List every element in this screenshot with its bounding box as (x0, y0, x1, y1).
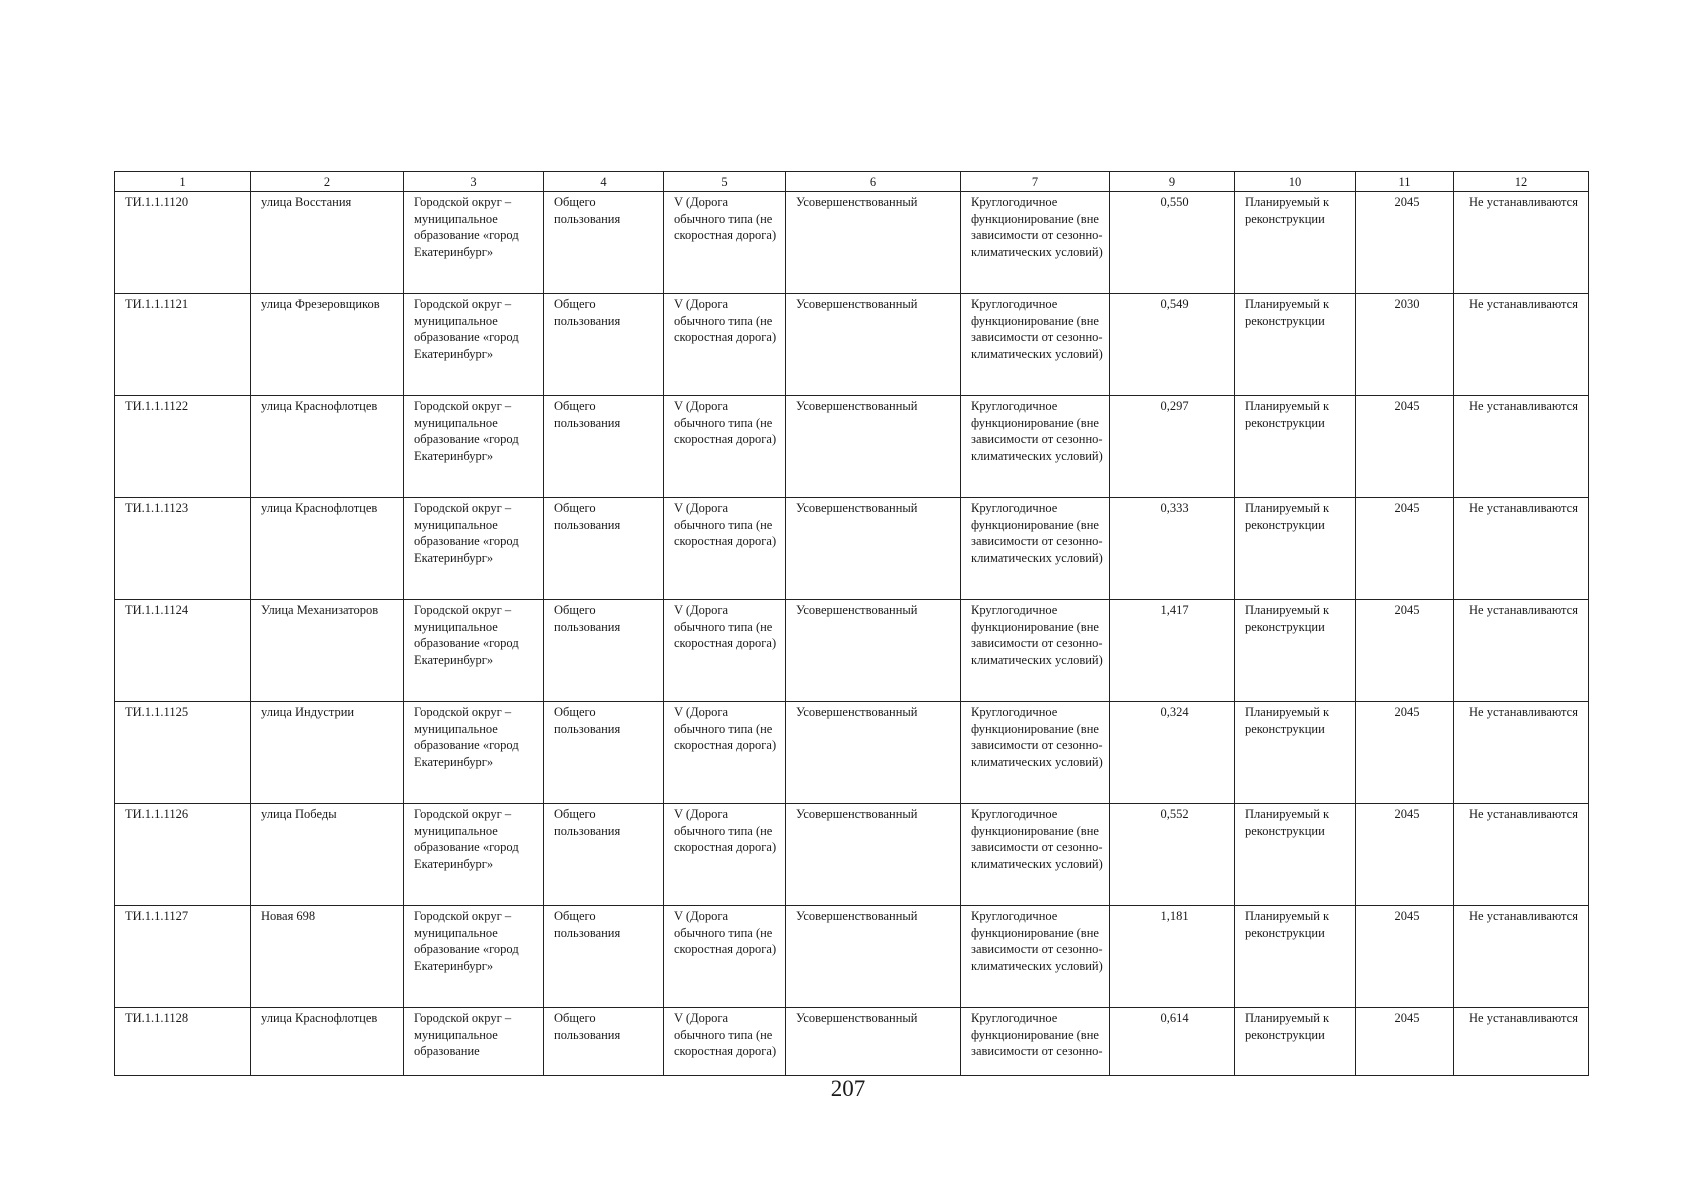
municipality-cell: Городской округ – муниципальное образование «город Екатеринбург» (404, 396, 544, 498)
object-code-cell: ТИ.1.1.1122 (115, 396, 251, 498)
road-purpose-cell: Общего пользования (544, 600, 664, 702)
road-purpose-cell: Общего пользования (544, 702, 664, 804)
road-category-cell: V (Дорога обычного типа (не скоростная дорога) (664, 702, 786, 804)
road-purpose-cell: Общего пользования (544, 1008, 664, 1076)
road-name-cell: улица Победы (251, 804, 404, 906)
pavement-type-cell: Усовершенствованный (786, 396, 961, 498)
year-cell: 2045 (1356, 192, 1454, 294)
column-number-row (115, 172, 1589, 192)
road-category-cell: V (Дорога обычного типа (не скоростная дорога) (664, 192, 786, 294)
table-row (115, 906, 1589, 1008)
object-code-cell: ТИ.1.1.1128 (115, 1008, 251, 1076)
restrictions-cell: Не устанавливаются (1454, 396, 1589, 498)
status-cell: Планируемый к реконструкции (1235, 906, 1356, 1008)
table-row (115, 1008, 1589, 1076)
length-cell: 0,552 (1110, 804, 1235, 906)
road-name-cell: улица Краснофлотцев (251, 1008, 404, 1076)
pavement-type-cell: Усовершенствованный (786, 498, 961, 600)
object-code-cell: ТИ.1.1.1125 (115, 702, 251, 804)
pavement-type-cell: Усовершенствованный (786, 906, 961, 1008)
restrictions-cell: Не устанавливаются (1454, 906, 1589, 1008)
road-name-cell: улица Фрезеровщиков (251, 294, 404, 396)
column-header: 5 (664, 172, 786, 192)
year-cell: 2045 (1356, 396, 1454, 498)
year-cell: 2045 (1356, 600, 1454, 702)
length-cell: 0,324 (1110, 702, 1235, 804)
column-header: 12 (1454, 172, 1589, 192)
status-cell: Планируемый к реконструкции (1235, 294, 1356, 396)
status-cell: Планируемый к реконструкции (1235, 600, 1356, 702)
road-registry-table (114, 171, 1589, 1076)
object-code-cell: ТИ.1.1.1123 (115, 498, 251, 600)
operation-mode-cell: Круглогодичное функционирование (вне зависимости от сезонно-климатических условий) (961, 804, 1110, 906)
table-row (115, 804, 1589, 906)
municipality-cell: Городской округ – муниципальное образование «город Екатеринбург» (404, 498, 544, 600)
road-name-cell: улица Индустрии (251, 702, 404, 804)
road-name-cell: улица Краснофлотцев (251, 498, 404, 600)
status-cell: Планируемый к реконструкции (1235, 192, 1356, 294)
operation-mode-cell: Круглогодичное функционирование (вне зависимости от сезонно-климатических условий) (961, 498, 1110, 600)
column-header: 9 (1110, 172, 1235, 192)
object-code-cell: ТИ.1.1.1127 (115, 906, 251, 1008)
table-row (115, 294, 1589, 396)
object-code-cell: ТИ.1.1.1121 (115, 294, 251, 396)
status-cell: Планируемый к реконструкции (1235, 702, 1356, 804)
table-row (115, 702, 1589, 804)
road-category-cell: V (Дорога обычного типа (не скоростная дорога) (664, 498, 786, 600)
road-category-cell: V (Дорога обычного типа (не скоростная дорога) (664, 1008, 786, 1076)
operation-mode-cell: Круглогодичное функционирование (вне зависимости от сезонно-климатических условий) (961, 906, 1110, 1008)
column-header: 2 (251, 172, 404, 192)
restrictions-cell: Не устанавливаются (1454, 804, 1589, 906)
year-cell: 2045 (1356, 906, 1454, 1008)
restrictions-cell: Не устанавливаются (1454, 702, 1589, 804)
road-purpose-cell: Общего пользования (544, 294, 664, 396)
road-name-cell: Улица Механизаторов (251, 600, 404, 702)
operation-mode-cell: Круглогодичное функционирование (вне зависимости от сезонно-климатических условий) (961, 600, 1110, 702)
length-cell: 0,549 (1110, 294, 1235, 396)
municipality-cell: Городской округ – муниципальное образование «город Екатеринбург» (404, 804, 544, 906)
road-name-cell: улица Краснофлотцев (251, 396, 404, 498)
year-cell: 2030 (1356, 294, 1454, 396)
road-category-cell: V (Дорога обычного типа (не скоростная дорога) (664, 600, 786, 702)
length-cell: 1,417 (1110, 600, 1235, 702)
municipality-cell: Городской округ – муниципальное образование «город Екатеринбург» (404, 600, 544, 702)
road-category-cell: V (Дорога обычного типа (не скоростная дорога) (664, 804, 786, 906)
year-cell: 2045 (1356, 1008, 1454, 1076)
object-code-cell: ТИ.1.1.1120 (115, 192, 251, 294)
municipality-cell: Городской округ – муниципальное образование (404, 1008, 544, 1076)
road-purpose-cell: Общего пользования (544, 804, 664, 906)
municipality-cell: Городской округ – муниципальное образование «город Екатеринбург» (404, 906, 544, 1008)
road-name-cell: Новая 698 (251, 906, 404, 1008)
pavement-type-cell: Усовершенствованный (786, 192, 961, 294)
operation-mode-cell: Круглогодичное функционирование (вне зависимости от сезонно-климатических условий) (961, 192, 1110, 294)
year-cell: 2045 (1356, 702, 1454, 804)
restrictions-cell: Не устанавливаются (1454, 600, 1589, 702)
road-category-cell: V (Дорога обычного типа (не скоростная дорога) (664, 294, 786, 396)
length-cell: 1,181 (1110, 906, 1235, 1008)
restrictions-cell: Не устанавливаются (1454, 294, 1589, 396)
operation-mode-cell: Круглогодичное функционирование (вне зависимости от сезонно- (961, 1008, 1110, 1076)
municipality-cell: Городской округ – муниципальное образование «город Екатеринбург» (404, 702, 544, 804)
length-cell: 0,297 (1110, 396, 1235, 498)
page-number: 207 (830, 1076, 866, 1101)
pavement-type-cell: Усовершенствованный (786, 294, 961, 396)
municipality-cell: Городской округ – муниципальное образование «город Екатеринбург» (404, 192, 544, 294)
road-purpose-cell: Общего пользования (544, 498, 664, 600)
restrictions-cell: Не устанавливаются (1454, 498, 1589, 600)
road-purpose-cell: Общего пользования (544, 192, 664, 294)
length-cell: 0,614 (1110, 1008, 1235, 1076)
pavement-type-cell: Усовершенствованный (786, 804, 961, 906)
column-header: 10 (1235, 172, 1356, 192)
municipality-cell: Городской округ – муниципальное образование «город Екатеринбург» (404, 294, 544, 396)
pavement-type-cell: Усовершенствованный (786, 600, 961, 702)
column-header: 4 (544, 172, 664, 192)
restrictions-cell: Не устанавливаются (1454, 192, 1589, 294)
table-row (115, 498, 1589, 600)
pavement-type-cell: Усовершенствованный (786, 1008, 961, 1076)
table-row (115, 396, 1589, 498)
road-name-cell: улица Восстания (251, 192, 404, 294)
object-code-cell: ТИ.1.1.1126 (115, 804, 251, 906)
status-cell: Планируемый к реконструкции (1235, 498, 1356, 600)
restrictions-cell: Не устанавливаются (1454, 1008, 1589, 1076)
operation-mode-cell: Круглогодичное функционирование (вне зависимости от сезонно-климатических условий) (961, 702, 1110, 804)
year-cell: 2045 (1356, 804, 1454, 906)
object-code-cell: ТИ.1.1.1124 (115, 600, 251, 702)
column-header: 6 (786, 172, 961, 192)
column-header: 1 (115, 172, 251, 192)
column-header: 3 (404, 172, 544, 192)
column-header: 7 (961, 172, 1110, 192)
road-category-cell: V (Дорога обычного типа (не скоростная дорога) (664, 906, 786, 1008)
length-cell: 0,550 (1110, 192, 1235, 294)
road-purpose-cell: Общего пользования (544, 906, 664, 1008)
operation-mode-cell: Круглогодичное функционирование (вне зависимости от сезонно-климатических условий) (961, 294, 1110, 396)
road-purpose-cell: Общего пользования (544, 396, 664, 498)
road-category-cell: V (Дорога обычного типа (не скоростная дорога) (664, 396, 786, 498)
status-cell: Планируемый к реконструкции (1235, 1008, 1356, 1076)
status-cell: Планируемый к реконструкции (1235, 804, 1356, 906)
year-cell: 2045 (1356, 498, 1454, 600)
column-header: 11 (1356, 172, 1454, 192)
status-cell: Планируемый к реконструкции (1235, 396, 1356, 498)
pavement-type-cell: Усовершенствованный (786, 702, 961, 804)
table-row (115, 600, 1589, 702)
length-cell: 0,333 (1110, 498, 1235, 600)
operation-mode-cell: Круглогодичное функционирование (вне зависимости от сезонно-климатических условий) (961, 396, 1110, 498)
table-row (115, 192, 1589, 294)
